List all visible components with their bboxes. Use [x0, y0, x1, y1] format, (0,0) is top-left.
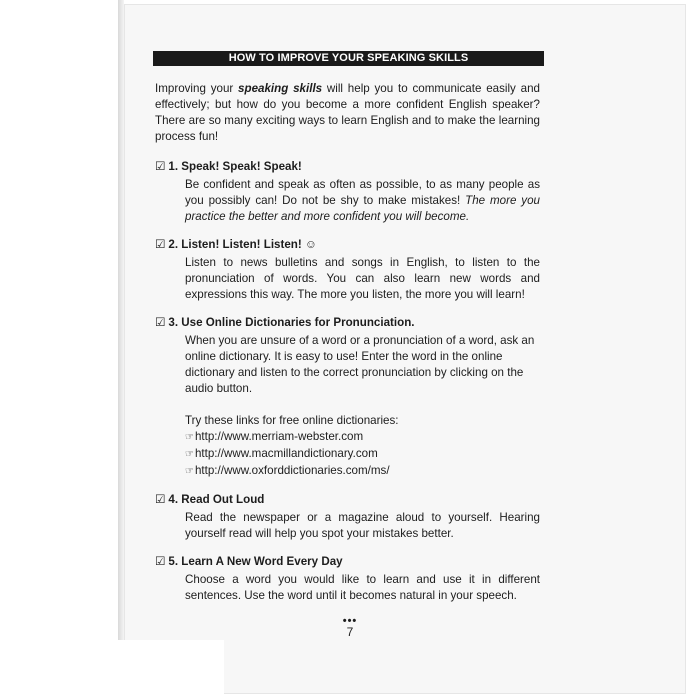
section-dictionaries: [155, 315, 540, 480]
links-intro: Try these links for free online dictionaries:: [185, 414, 399, 427]
checkbox-icon: ☑: [155, 316, 166, 329]
section-read-aloud: [155, 492, 540, 542]
section-body: [185, 510, 540, 542]
section-title: 4. Read Out Loud: [168, 493, 265, 506]
link-url[interactable]: http://www.macmillandictionary.com: [194, 447, 378, 460]
section-body: [185, 177, 540, 225]
intro-paragraph: [155, 81, 540, 145]
link-url[interactable]: http://www.oxforddictionaries.com/ms/: [194, 464, 390, 477]
page-corner-cutout: [124, 640, 224, 696]
dictionary-link-macmillan[interactable]: [185, 446, 540, 463]
page-footer: [330, 617, 370, 639]
section-title: 1. Speak! Speak! Speak!: [168, 160, 302, 173]
page-number: 7: [346, 625, 354, 639]
section-text: Listen to news bulletins and songs in English, to listen to the pronunciation of words. You can also learn new words and expressions this way. The more you listen, the more you will learn!: [185, 256, 540, 301]
intro-emphasis: speaking skills: [238, 82, 323, 95]
intro-text-end: will help you to communicate easily and effectively; but how do you become a more confident English speaker? There are so many exciting ways to learn English and to make the learning process fun!: [155, 82, 540, 143]
body-italic: The more you practice the better and more confident you will become.: [185, 194, 541, 223]
checkbox-icon: ☑: [155, 493, 166, 506]
section-heading: [155, 237, 540, 253]
section-text: Choose a word you would like to learn and use it in different sentences. Use the word until it becomes natural in your speech.: [185, 573, 540, 602]
intro-text-start: Improving your: [155, 82, 239, 95]
section-body: [185, 572, 540, 604]
section-title: 5. Learn A New Word Every Day: [168, 555, 343, 568]
pointing-hand-icon: ☞: [185, 449, 194, 460]
section-text: [185, 177, 540, 225]
section-heading: [155, 554, 540, 570]
link-url[interactable]: http://www.merriam-webster.com: [194, 430, 364, 443]
background-left: [0, 0, 122, 700]
checkbox-icon: ☑: [155, 160, 166, 173]
dictionary-link-oxford[interactable]: [185, 463, 540, 480]
section-new-word: [155, 554, 540, 604]
section-title: 2. Listen! Listen! Listen! ☺: [168, 238, 317, 251]
section-title: 3. Use Online Dictionaries for Pronunciation.: [168, 316, 415, 329]
section-heading: [155, 492, 540, 508]
checkbox-icon: ☑: [155, 238, 166, 251]
section-speak: [155, 159, 540, 225]
pointing-hand-icon: ☞: [185, 432, 194, 443]
section-text: Read the newspaper or a magazine aloud to yourself. Hearing yourself read will help you spot your mistakes better.: [185, 511, 540, 540]
page-title: HOW TO IMPROVE YOUR SPEAKING SKILLS: [153, 51, 544, 66]
section-text: When you are unsure of a word or a pronunciation of a word, ask an online dictionary. It is easy to use! Enter the word in the online dictionary and listen to the correct pronunciation by clicking on the audio button.: [185, 334, 535, 395]
section-body: [185, 255, 540, 303]
pointing-hand-icon: ☞: [185, 466, 194, 477]
body-plain: Be confident and speak as often as possible, to as many people as you possibly can! Do not be shy to make mistakes!: [185, 178, 540, 207]
section-body: [185, 333, 540, 480]
checkbox-icon: ☑: [155, 555, 166, 568]
dictionary-link-merriam[interactable]: [185, 429, 540, 446]
ornament-dots: •••: [342, 615, 358, 627]
section-listen: [155, 237, 540, 303]
section-heading: [155, 315, 540, 331]
section-heading: [155, 159, 540, 175]
page-content: [155, 81, 540, 616]
